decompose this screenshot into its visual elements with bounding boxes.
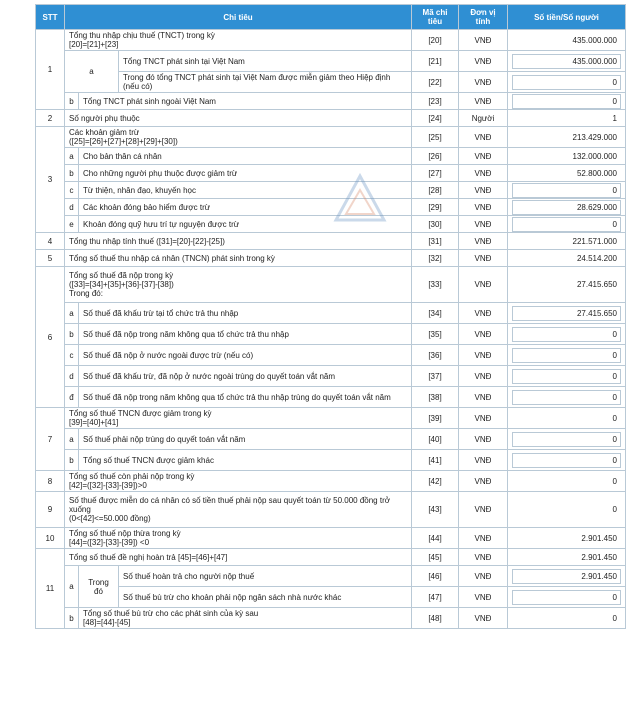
header-so-tien: Số tiền/Số người <box>508 5 626 30</box>
unit-cell: VNĐ <box>459 233 508 250</box>
code-cell: [36] <box>412 345 459 366</box>
value-cell <box>508 182 626 199</box>
item-label: Tổng số thuế bù trừ cho các phát sinh của kỳ sau [48]=[44]-[45] <box>79 608 412 629</box>
table-row <box>36 528 626 549</box>
unit-cell: VNĐ <box>459 199 508 216</box>
table-row <box>36 387 626 408</box>
stt-cell: 7 <box>36 408 65 471</box>
item-label: Số thuế hoàn trả cho người nộp thuế <box>119 566 412 587</box>
sub-index-cell: c <box>65 345 79 366</box>
table-row <box>36 471 626 492</box>
code-cell: [48] <box>412 608 459 629</box>
item-label: Số thuế được miễn do cá nhân có số tiền thuế phải nộp sau quyết toán từ 50.000 đồng trở xuống (0<[42]<=50.000 đồng) <box>65 492 412 528</box>
value-input-field[interactable]: 0 <box>512 327 621 342</box>
value-cell <box>508 324 626 345</box>
unit-cell: VNĐ <box>459 148 508 165</box>
table-row <box>36 127 626 148</box>
value-cell <box>508 127 626 148</box>
value-cell <box>508 267 626 303</box>
table-row <box>36 148 626 165</box>
value-text: 0 <box>612 613 617 623</box>
item-label: Cho bản thân cá nhân <box>79 148 412 165</box>
code-cell: [22] <box>412 72 459 93</box>
unit-cell: VNĐ <box>459 303 508 324</box>
code-cell: [26] <box>412 148 459 165</box>
unit-cell: VNĐ <box>459 471 508 492</box>
table-header-row <box>36 5 626 30</box>
unit-cell: VNĐ <box>459 51 508 72</box>
value-input-field[interactable]: 28.629.000 <box>512 200 621 215</box>
sub-index-cell: a <box>65 303 79 324</box>
table-row <box>36 549 626 566</box>
table-row <box>36 324 626 345</box>
code-cell: [47] <box>412 587 459 608</box>
item-label: Tổng thu nhập tính thuế ([31]=[20]-[22]-[25]) <box>65 233 412 250</box>
value-input-field[interactable]: 0 <box>512 75 621 90</box>
value-text: 435.000.000 <box>572 35 617 45</box>
code-cell: [32] <box>412 250 459 267</box>
sub-index-cell: a <box>65 429 79 450</box>
code-cell: [42] <box>412 471 459 492</box>
value-text: 24.514.200 <box>576 253 617 263</box>
unit-cell: VNĐ <box>459 345 508 366</box>
item-label: Số thuế bù trừ cho khoản phải nộp ngân sách nhà nước khác <box>119 587 412 608</box>
sub-index-cell: b <box>65 324 79 345</box>
value-input-field[interactable]: 0 <box>512 390 621 405</box>
header-don-vi: Đơn vị tính <box>459 5 508 30</box>
item-label: Tổng số thuế TNCN được giảm khác <box>79 450 412 471</box>
value-cell <box>508 549 626 566</box>
sub-index-cell: a <box>65 51 119 93</box>
value-text: 0 <box>612 413 617 423</box>
code-cell: [44] <box>412 528 459 549</box>
unit-cell: VNĐ <box>459 72 508 93</box>
value-text: 52.800.000 <box>576 168 617 178</box>
unit-cell: VNĐ <box>459 587 508 608</box>
code-cell: [43] <box>412 492 459 528</box>
code-cell: [33] <box>412 267 459 303</box>
code-cell: [23] <box>412 93 459 110</box>
header-chi-tieu: Chỉ tiêu <box>65 5 412 30</box>
table-row <box>36 429 626 450</box>
value-input-field[interactable]: 0 <box>512 369 621 384</box>
value-cell <box>508 250 626 267</box>
sub-index-cell: b <box>65 450 79 471</box>
code-cell: [37] <box>412 366 459 387</box>
sub-index-cell: d <box>65 199 79 216</box>
table-row <box>36 72 626 93</box>
table-row <box>36 110 626 127</box>
unit-cell: VNĐ <box>459 127 508 148</box>
value-input-field[interactable]: 0 <box>512 453 621 468</box>
value-cell <box>508 30 626 51</box>
value-input-field[interactable]: 0 <box>512 348 621 363</box>
item-label: Các khoản giảm trừ ([25]=[26]+[27]+[28]+[29]+[30]) <box>65 127 412 148</box>
table-row <box>36 492 626 528</box>
item-label: Tổng số thuế TNCN được giảm trong kỳ [39]=[40]+[41] <box>65 408 412 429</box>
tax-settlement-table <box>35 4 626 629</box>
stt-cell: 1 <box>36 30 65 110</box>
code-cell: [20] <box>412 30 459 51</box>
stt-cell: 5 <box>36 250 65 267</box>
value-cell <box>508 366 626 387</box>
unit-cell: VNĐ <box>459 182 508 199</box>
code-cell: [40] <box>412 429 459 450</box>
code-cell: [41] <box>412 450 459 471</box>
value-cell <box>508 148 626 165</box>
value-cell <box>508 233 626 250</box>
stt-cell: 2 <box>36 110 65 127</box>
stt-cell: 9 <box>36 492 65 528</box>
watermark-logo-icon <box>330 170 390 230</box>
value-cell <box>508 216 626 233</box>
unit-cell: VNĐ <box>459 366 508 387</box>
value-input-field[interactable]: 435.000.000 <box>512 54 621 69</box>
value-text: 0 <box>612 476 617 486</box>
item-label: Tổng số thuế thu nhập cá nhân (TNCN) phát sinh trong kỳ <box>65 250 412 267</box>
code-cell: [24] <box>412 110 459 127</box>
value-text: 1 <box>612 113 617 123</box>
value-cell <box>508 199 626 216</box>
code-cell: [21] <box>412 51 459 72</box>
item-label: Từ thiện, nhân đạo, khuyến học <box>79 182 412 199</box>
value-cell <box>508 165 626 182</box>
sub-index-cell: b <box>65 165 79 182</box>
item-label: Tổng số thuế đã nộp trong kỳ ([33]=[34]+[35]+[36]-[37]-[38]) Trong đó: <box>65 267 412 303</box>
value-cell <box>508 72 626 93</box>
sub-index-cell: d <box>65 366 79 387</box>
sub-index-cell: e <box>65 216 79 233</box>
table-row <box>36 250 626 267</box>
table-row <box>36 587 626 608</box>
value-cell <box>508 303 626 324</box>
unit-cell: VNĐ <box>459 549 508 566</box>
item-label: Số thuế đã nộp ở nước ngoài được trừ (nếu có) <box>79 345 412 366</box>
stt-cell: 10 <box>36 528 65 549</box>
table-row <box>36 345 626 366</box>
code-cell: [34] <box>412 303 459 324</box>
table-row <box>36 566 626 587</box>
value-cell <box>508 110 626 127</box>
value-cell <box>508 492 626 528</box>
value-text: 0 <box>612 505 617 514</box>
value-cell <box>508 51 626 72</box>
value-cell <box>508 387 626 408</box>
table-row <box>36 30 626 51</box>
value-text: 221.571.000 <box>572 236 617 246</box>
sub-index-cell: b <box>65 608 79 629</box>
item-label: Tổng số thuế đề nghị hoàn trả [45]=[46]+[47] <box>65 549 412 566</box>
value-input-field[interactable]: 0 <box>512 590 621 605</box>
unit-cell: VNĐ <box>459 93 508 110</box>
sub-index-cell: c <box>65 182 79 199</box>
unit-cell: VNĐ <box>459 267 508 303</box>
sub-index-cell: b <box>65 93 79 110</box>
table-row <box>36 93 626 110</box>
item-label: Tổng số thuế nộp thừa trong kỳ [44]=([32]-[33]-[39]) <0 <box>65 528 412 549</box>
item-label: Tổng TNCT phát sinh ngoài Việt Nam <box>79 93 412 110</box>
item-label: Tổng TNCT phát sinh tại Việt Nam <box>119 51 412 72</box>
item-label: Khoản đóng quỹ hưu trí tự nguyện được trừ <box>79 216 412 233</box>
stt-cell: 4 <box>36 233 65 250</box>
value-input-field[interactable]: 2.901.450 <box>512 569 621 584</box>
value-cell <box>508 587 626 608</box>
unit-cell: VNĐ <box>459 608 508 629</box>
value-text: 132.000.000 <box>572 151 617 161</box>
unit-cell: Người <box>459 110 508 127</box>
bottom-margin <box>0 705 643 709</box>
value-text: 213.429.000 <box>572 132 617 142</box>
sub-index-cell: a <box>65 566 79 608</box>
item-label: Số thuế đã khấu trừ, đã nộp ở nước ngoài trùng do quyết toán vắt năm <box>79 366 412 387</box>
item-label: Tổng số thuế còn phải nộp trong kỳ [42]=([32]-[33]-[39])>0 <box>65 471 412 492</box>
unit-cell: VNĐ <box>459 250 508 267</box>
code-cell: [39] <box>412 408 459 429</box>
table-row <box>36 608 626 629</box>
value-cell <box>508 566 626 587</box>
value-cell <box>508 528 626 549</box>
unit-cell: VNĐ <box>459 528 508 549</box>
value-text: 27.415.650 <box>576 280 617 289</box>
header-ma-chi-tieu: Mã chỉ tiêu <box>412 5 459 30</box>
value-input-field[interactable]: 0 <box>512 217 621 232</box>
value-input-field[interactable]: 0 <box>512 183 621 198</box>
unit-cell: VNĐ <box>459 387 508 408</box>
item-label: Số thuế đã khấu trừ tại tổ chức trả thu nhập <box>79 303 412 324</box>
stt-cell: 3 <box>36 127 65 233</box>
value-input-field[interactable]: 0 <box>512 94 621 109</box>
header-stt: STT <box>36 5 65 30</box>
unit-cell: VNĐ <box>459 30 508 51</box>
code-cell: [27] <box>412 165 459 182</box>
code-cell: [38] <box>412 387 459 408</box>
value-cell <box>508 471 626 492</box>
unit-cell: VNĐ <box>459 429 508 450</box>
item-label: Cho những người phụ thuộc được giảm trừ <box>79 165 412 182</box>
value-cell <box>508 429 626 450</box>
value-cell <box>508 408 626 429</box>
value-input-field[interactable]: 0 <box>512 432 621 447</box>
value-text: 2.901.450 <box>581 533 617 543</box>
stt-cell: 8 <box>36 471 65 492</box>
stt-cell: 6 <box>36 267 65 408</box>
table-row <box>36 408 626 429</box>
code-cell: [45] <box>412 549 459 566</box>
item-label: Tổng thu nhập chịu thuế (TNCT) trong kỳ [20]=[21]+[23] <box>65 30 412 51</box>
item-label: Số người phụ thuộc <box>65 110 412 127</box>
code-cell: [25] <box>412 127 459 148</box>
unit-cell: VNĐ <box>459 324 508 345</box>
unit-cell: VNĐ <box>459 165 508 182</box>
unit-cell: VNĐ <box>459 408 508 429</box>
item-label: Các khoản đóng bảo hiểm được trừ <box>79 199 412 216</box>
item-label: Số thuế đã nộp trong năm không qua tổ chức trả thu nhập trùng do quyết toán vắt năm <box>79 387 412 408</box>
value-text: 2.901.450 <box>581 552 617 562</box>
table-row <box>36 267 626 303</box>
value-cell <box>508 450 626 471</box>
table-row <box>36 450 626 471</box>
item-label: Số thuế phải nộp trùng do quyết toán vắt năm <box>79 429 412 450</box>
trong-do-label: Trong đó <box>79 566 119 608</box>
sub-index-cell: đ <box>65 387 79 408</box>
code-cell: [35] <box>412 324 459 345</box>
stt-cell: 11 <box>36 549 65 629</box>
value-cell <box>508 93 626 110</box>
right-margin <box>629 0 643 709</box>
code-cell: [46] <box>412 566 459 587</box>
code-cell: [29] <box>412 199 459 216</box>
sub-index-cell: a <box>65 148 79 165</box>
table-row <box>36 51 626 72</box>
value-cell <box>508 345 626 366</box>
item-label: Trong đó tổng TNCT phát sinh tại Việt Nam được miễn giảm theo Hiệp định (nếu có) <box>119 72 412 93</box>
code-cell: [31] <box>412 233 459 250</box>
value-cell <box>508 608 626 629</box>
table-row <box>36 366 626 387</box>
item-label: Số thuế đã nộp trong năm không qua tổ chức trả thu nhập <box>79 324 412 345</box>
code-cell: [30] <box>412 216 459 233</box>
unit-cell: VNĐ <box>459 492 508 528</box>
value-input-field[interactable]: 27.415.650 <box>512 306 621 321</box>
unit-cell: VNĐ <box>459 566 508 587</box>
unit-cell: VNĐ <box>459 450 508 471</box>
unit-cell: VNĐ <box>459 216 508 233</box>
table-row <box>36 303 626 324</box>
code-cell: [28] <box>412 182 459 199</box>
table-row <box>36 233 626 250</box>
